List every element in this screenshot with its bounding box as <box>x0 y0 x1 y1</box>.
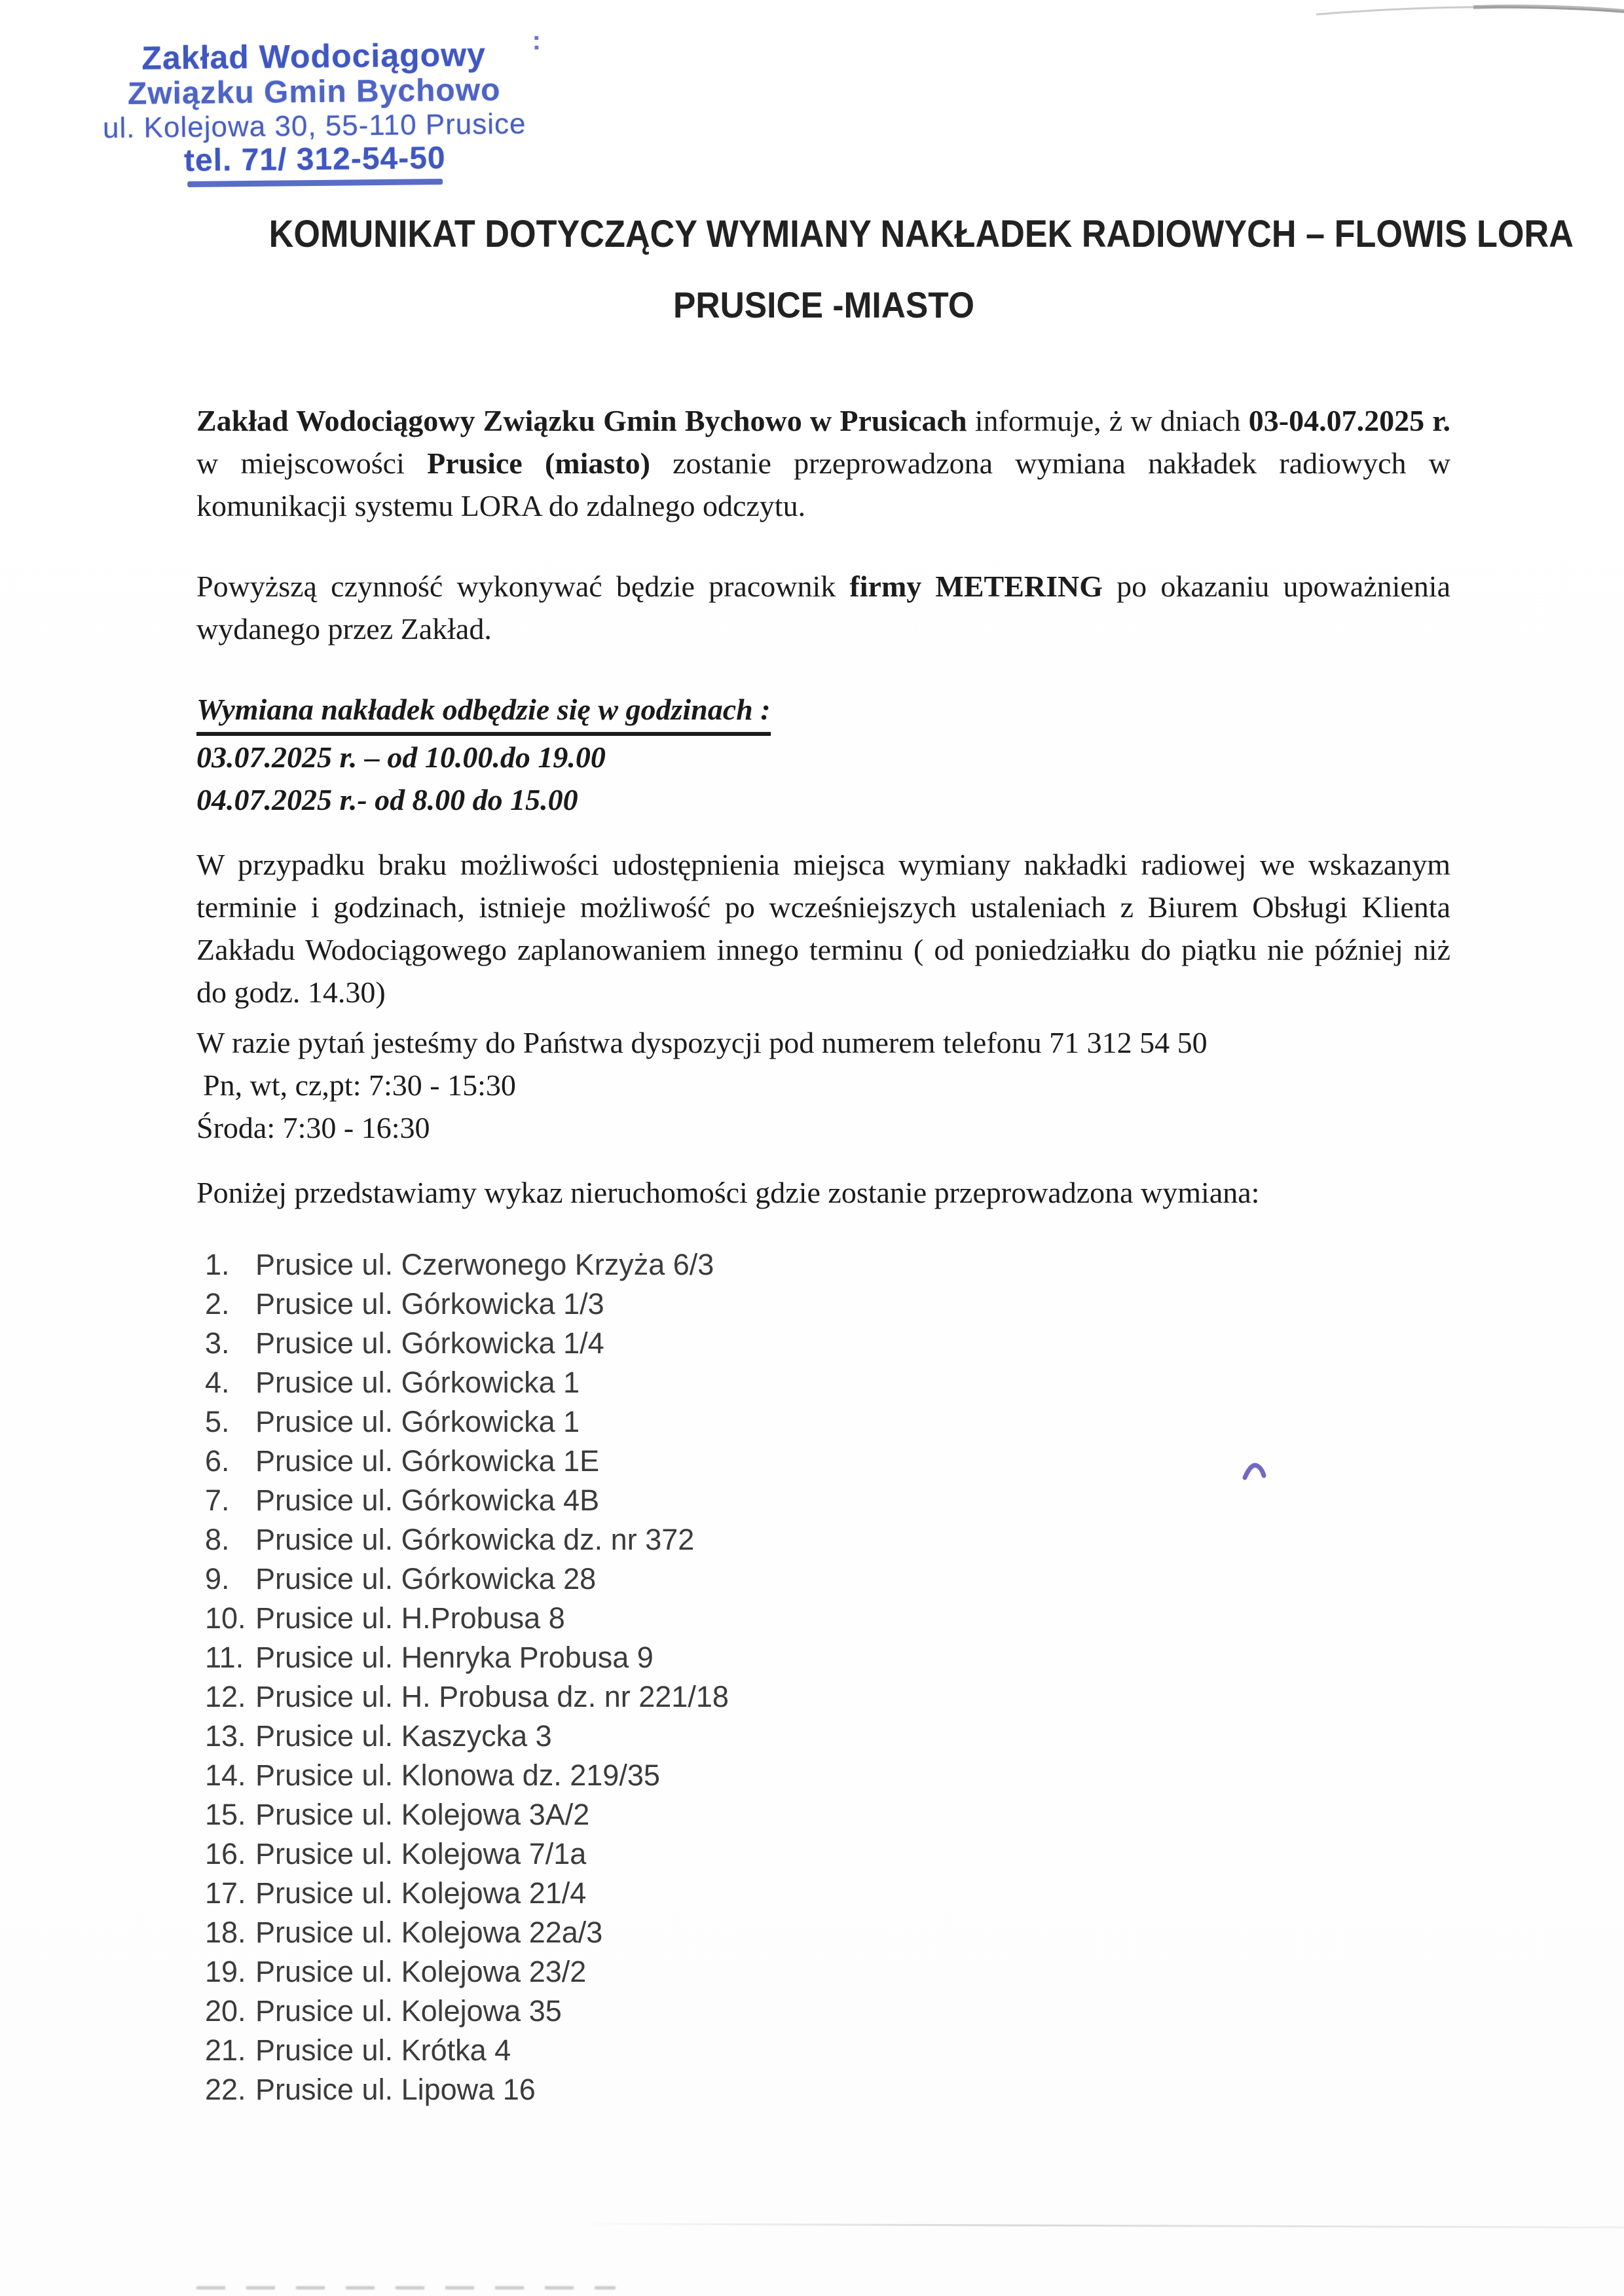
intro-place: Prusice (miasto) <box>427 446 650 481</box>
list-item <box>205 1245 1450 1285</box>
list-item-number: 22. <box>205 2073 246 2107</box>
list-item <box>205 1834 1450 1874</box>
list-item-number: 17. <box>205 1876 246 1910</box>
stamp-ink-dots: : <box>532 26 542 56</box>
list-item <box>205 1913 1450 1952</box>
list-item-number: 1. <box>205 1248 230 1282</box>
contractor-text-1: Powyższą czynność wykonywać będzie pracownik <box>196 570 850 604</box>
list-item-address: Prusice ul. Górkowicka 28 <box>255 1562 597 1596</box>
list-item <box>205 1481 1450 1520</box>
list-item <box>205 1677 1450 1717</box>
list-item <box>205 2070 1450 2109</box>
schedule-day2: 04.07.2025 r.- od 8.00 do 15.00 <box>196 783 578 817</box>
list-item-number: 12. <box>205 1680 246 1714</box>
contact-phone-line: W razie pytań jesteśmy do Państwa dyspozycji pod numerem telefonu 71 312 54 50 <box>196 1026 1208 1060</box>
contact-block <box>196 1021 1450 1149</box>
list-item <box>205 1599 1450 1638</box>
list-item-number: 18. <box>205 1916 246 1950</box>
list-item <box>205 1992 1450 2031</box>
contact-hours-weekdays: Pn, wt, cz,pt: 7:30 - 15:30 <box>203 1068 516 1102</box>
list-item-number: 10. <box>205 1601 246 1635</box>
list-item-number: 11. <box>205 1641 244 1675</box>
contractor-company: firmy METERING <box>849 570 1103 604</box>
scan-artifact-bottom-line <box>570 2223 1624 2229</box>
stamp-address: ul. Kolejowa 30, 55-110 Prusice <box>102 107 526 145</box>
list-item-address: Prusice ul. Krótka 4 <box>255 2033 511 2068</box>
stamp-org-line1: Zakład Wodociągowy <box>141 36 487 77</box>
list-item <box>205 1638 1450 1677</box>
list-item <box>205 1324 1450 1363</box>
list-item-number: 2. <box>205 1287 230 1321</box>
list-item <box>205 1952 1450 1992</box>
intro-text-3: zostanie przeprowadzona wymiana nakładek radiowych w komunikacji systemu LORA do zdalnego odczytu. <box>196 446 1450 523</box>
list-item-address: Prusice ul. H.Probusa 8 <box>255 1601 565 1635</box>
document-subtitle-text: PRUSICE -MIASTO <box>673 283 974 325</box>
schedule-block <box>196 688 1450 821</box>
list-item <box>205 1874 1450 1913</box>
intro-paragraph <box>196 399 1450 527</box>
schedule-heading: Wymiana nakładek odbędzie się w godzinach : <box>196 688 771 736</box>
list-item <box>205 1402 1450 1442</box>
stamp-phone: tel. 71/ 312-54-50 <box>183 140 446 179</box>
list-item-number: 5. <box>205 1405 230 1439</box>
list-item <box>205 1442 1450 1481</box>
list-item-address: Prusice ul. Klonowa dz. 219/35 <box>255 1758 660 1793</box>
list-item <box>205 2031 1450 2070</box>
reschedule-paragraph: W przypadku braku możliwości udostępnienia miejsca wymiany nakładki radiowej we wskazanym terminie i godzinach, istnieje możliwość po wcześniejszych ustaleniach z Biurem Obsługi Klienta Zakładu Wodociągowego zaplanowaniem innego terminu ( od poniedziałku do piątku nie później niż do godz. 14.30) <box>196 848 1450 1010</box>
list-item-number: 20. <box>205 1994 246 2028</box>
intro-dates: 03-04.07.2025 r. <box>1248 404 1450 438</box>
intro-org-name: Zakład Wodociągowy Związku Gmin Bychowo w Prusicach <box>196 404 967 438</box>
schedule-day1: 03.07.2025 r. – od 10.00.do 19.00 <box>196 740 606 774</box>
document-subtitle <box>196 284 1450 326</box>
list-item-address: Prusice ul. Górkowicka 1/3 <box>255 1287 604 1321</box>
list-item <box>205 1756 1450 1795</box>
list-item <box>205 1520 1450 1559</box>
scan-artifact-bottom-dashes <box>196 2286 616 2289</box>
list-item-address: Prusice ul. Górkowicka 1/4 <box>255 1326 604 1360</box>
list-item <box>205 1285 1450 1324</box>
list-item-address: Prusice ul. Henryka Probusa 9 <box>255 1641 654 1675</box>
intro-text-2: w miejscowości <box>196 446 428 481</box>
list-item-address: Prusice ul. Kaszycka 3 <box>255 1719 552 1753</box>
list-item-address: Prusice ul. Czerwonego Krzyża 6/3 <box>255 1248 714 1282</box>
list-item-address: Prusice ul. Kolejowa 3A/2 <box>255 1798 590 1832</box>
list-item <box>205 1717 1450 1756</box>
list-item-number: 21. <box>205 2033 246 2068</box>
contractor-paragraph <box>196 565 1450 650</box>
document-content <box>196 0 1574 2109</box>
list-item-address: Prusice ul. Górkowicka 1 <box>255 1405 580 1439</box>
list-item-number: 4. <box>205 1366 230 1400</box>
list-item-number: 8. <box>205 1523 230 1557</box>
list-item-address: Prusice ul. H. Probusa dz. nr 221/18 <box>255 1680 729 1714</box>
list-item-number: 13. <box>205 1719 246 1753</box>
list-item-address: Prusice ul. Kolejowa 23/2 <box>255 1955 587 1989</box>
list-item-number: 9. <box>205 1562 230 1596</box>
list-item-number: 7. <box>205 1484 230 1518</box>
list-item-address: Prusice ul. Lipowa 16 <box>255 2073 536 2107</box>
list-item <box>205 1559 1450 1599</box>
list-item-number: 3. <box>205 1326 230 1360</box>
list-item-address: Prusice ul. Górkowicka 1 <box>255 1366 580 1400</box>
list-intro-paragraph: Poniżej przedstawiamy wykaz nieruchomości gdzie zostanie przeprowadzona wymiana: <box>196 1176 1260 1210</box>
list-item-number: 15. <box>205 1798 246 1832</box>
schedule-heading-row <box>196 688 1450 736</box>
stamp-org-line2: Związku Gmin Bychowo <box>127 73 501 111</box>
list-item-number: 6. <box>205 1444 230 1478</box>
contractor-text-2: po okazaniu upoważnienia wydanego przez Zakład. <box>196 570 1451 646</box>
document-title-text: KOMUNIKAT DOTYCZĄCY WYMIANY NAKŁADEK RADIOWYCH – FLOWIS LORA <box>268 213 1574 255</box>
list-item-address: Prusice ul. Kolejowa 7/1a <box>255 1837 587 1871</box>
list-item <box>205 1363 1450 1402</box>
list-item-address: Prusice ul. Górkowicka dz. nr 372 <box>255 1523 695 1557</box>
list-item-address: Prusice ul. Kolejowa 21/4 <box>255 1876 587 1910</box>
property-list <box>205 1245 1450 2109</box>
list-item-address: Prusice ul. Kolejowa 22a/3 <box>255 1916 603 1950</box>
contact-hours-wednesday: Środa: 7:30 - 16:30 <box>196 1111 430 1145</box>
list-item-number: 19. <box>205 1955 246 1989</box>
list-item-address: Prusice ul. Górkowicka 1E <box>255 1444 600 1478</box>
list-item-address: Prusice ul. Kolejowa 35 <box>255 1994 562 2028</box>
list-item-address: Prusice ul. Górkowicka 4B <box>255 1484 600 1518</box>
list-item-number: 14. <box>205 1758 246 1793</box>
document-title <box>196 213 1574 257</box>
intro-text-1: informuje, ż w dniach <box>967 404 1249 438</box>
list-item <box>205 1795 1450 1834</box>
list-item-number: 16. <box>205 1837 246 1871</box>
